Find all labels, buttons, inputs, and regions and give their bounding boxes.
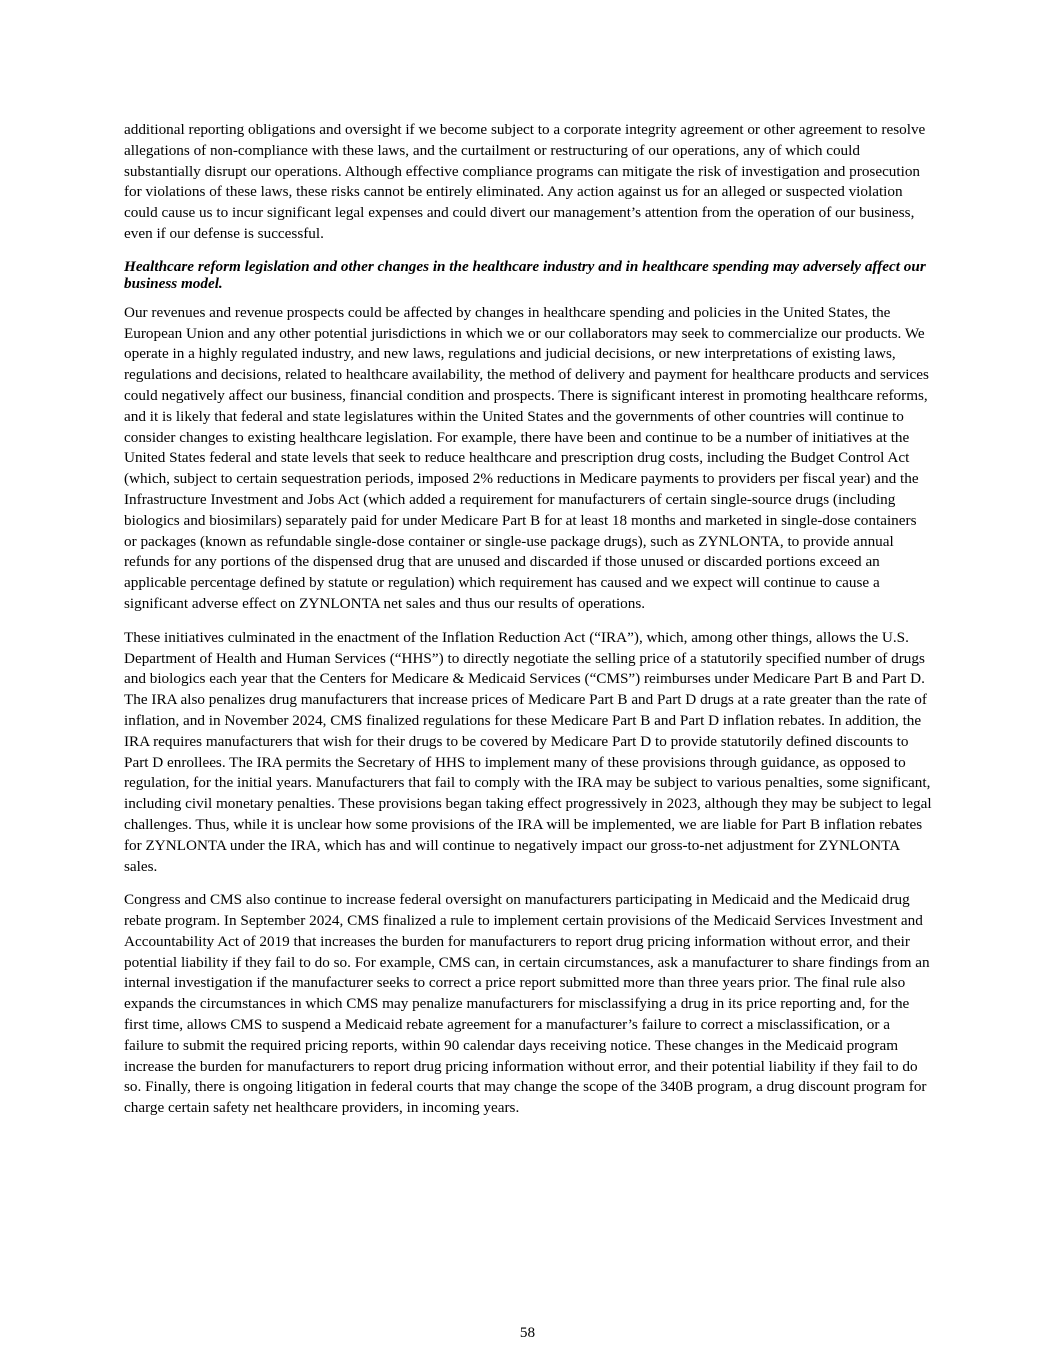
page-number: 58 bbox=[519, 1324, 536, 1341]
paragraph-compliance-risks: additional reporting obligations and oversight if we become subject to a corporate integrity agreement or other agreement to resolve allegations of non-compliance with these laws, and the curtailment or restructuring of our operations, any of which could substantially disrupt our operations. Although effective compliance programs can mitigate the risk of investigation and prosecution for violations of these laws, these risks cannot be entirely eliminated. Any action against us for an alleged or suspected violation could cause us to incur significant legal expenses and could divert our management’s attention from the operation of our business, even if our defense is successful. bbox=[124, 121, 926, 242]
section-heading: Healthcare reform legislation and other changes in the healthcare industry and in healthcare spending may adversely affect our business model. bbox=[124, 257, 926, 292]
paragraph-medicaid-oversight: Congress and CMS also continue to increase federal oversight on manufacturers participating in Medicaid and the Medicaid drug rebate program. In September 2024, CMS finalized a rule to implement certain provisions of the Medicaid Services Investment and Accountability Act of 2019 that increases the burden for manufacturers to report drug pricing information without error, and their potential liability if they fail to do so. For example, CMS can, in certain circumstances, ask a manufacturer to share findings from an internal investigation if the manufacturer seeks to correct a price report submitted more than three years prior. The final rule also expands the circumstances in which CMS may penalize manufacturers for misclassifying a drug in its price reporting and, for the first time, allows CMS to suspend a Medicaid rebate agreement for a manufacturer’s failure to correct a misclassification, or a failure to submit the required pricing reports, within 90 calendar days receiving notice. These changes in the Medicaid program increase the burden for manufacturers to report drug pricing information without error, and their potential liability if they fail to do so. Finally, there is ongoing litigation in federal courts that may change the scope of the 340B program, a drug discount program for charge certain safety net healthcare providers, in incoming years. bbox=[124, 891, 930, 1117]
paragraph-healthcare-spending: Our revenues and revenue prospects could be affected by changes in healthcare spending and policies in the United States, the European Union and any other potential jurisdictions in which we or our collaborators may seek to commercialize our products. We operate in a highly regulated industry, and new laws, regulations and judicial decisions, or new interpretations of existing laws, regulations and decisions, related to healthcare availability, the method of delivery and payment for healthcare products and services could negatively affect our business, financial condition and prospects. There is significant interest in promoting healthcare reforms, and it is likely that federal and state legislatures within the United States and the governments of other countries will continue to consider changes to existing healthcare legislation. For example, there have been and continue to be a number of initiatives at the United States federal and state levels that seek to reduce healthcare and prescription drug costs, including the Budget Control Act (which, subject to certain sequestration periods, imposed 2% reductions in Medicare payments to providers per fiscal year) and the Infrastructure Investment and Jobs Act (which added a requirement for manufacturers of certain single-source drugs (including biologics and biosimilars) separately paid for under Medicare Part B for at least 18 months and marketed in single-dose containers or packages (known as refundable single-dose container or single-use package drugs), such as ZYNLONTA, to provide annual refunds for any portions of the dispensed drug that are unused and discarded if those unused or discarded portions exceed an applicable percentage defined by statute or regulation) which requirement has caused and we expect will continue to cause a significant adverse effect on ZYNLONTA net sales and thus our results of operations. bbox=[124, 303, 929, 612]
paragraph-inflation-reduction-act: These initiatives culminated in the enactment of the Inflation Reduction Act (“IRA”), which, among other things, allows the U.S. Department of Health and Human Services (“HHS”) to directly negotiate the selling price of a statutorily specified number of drugs and biologics each year that the Centers for Medicare & Medicaid Services (“CMS”) reimburses under Medicare Part B and Part D. The IRA also penalizes drug manufacturers that increase prices of Medicare Part B and Part D drugs at a rate greater than the rate of inflation, and in November 2024, CMS finalized regulations for these Medicare Part B and Part D inflation rebates. In addition, the IRA requires manufacturers that wish for their drugs to be covered by Medicare Part D to provide statutorily defined discounts to Part D enrollees. The IRA permits the Secretary of HHS to implement many of these provisions through guidance, as opposed to regulation, for the initial years. Manufacturers that fail to comply with the IRA may be subject to various penalties, some significant, including civil monetary penalties. These provisions began taking effect progressively in 2023, although they may be subject to legal challenges. Thus, while it is unclear how some provisions of the IRA will be implemented, we are liable for Part B inflation rebates for ZYNLONTA under the IRA, which has and will continue to negatively impact our gross-to-net adjustment for ZYNLONTA sales. bbox=[124, 628, 932, 875]
document-body bbox=[124, 120, 932, 1132]
